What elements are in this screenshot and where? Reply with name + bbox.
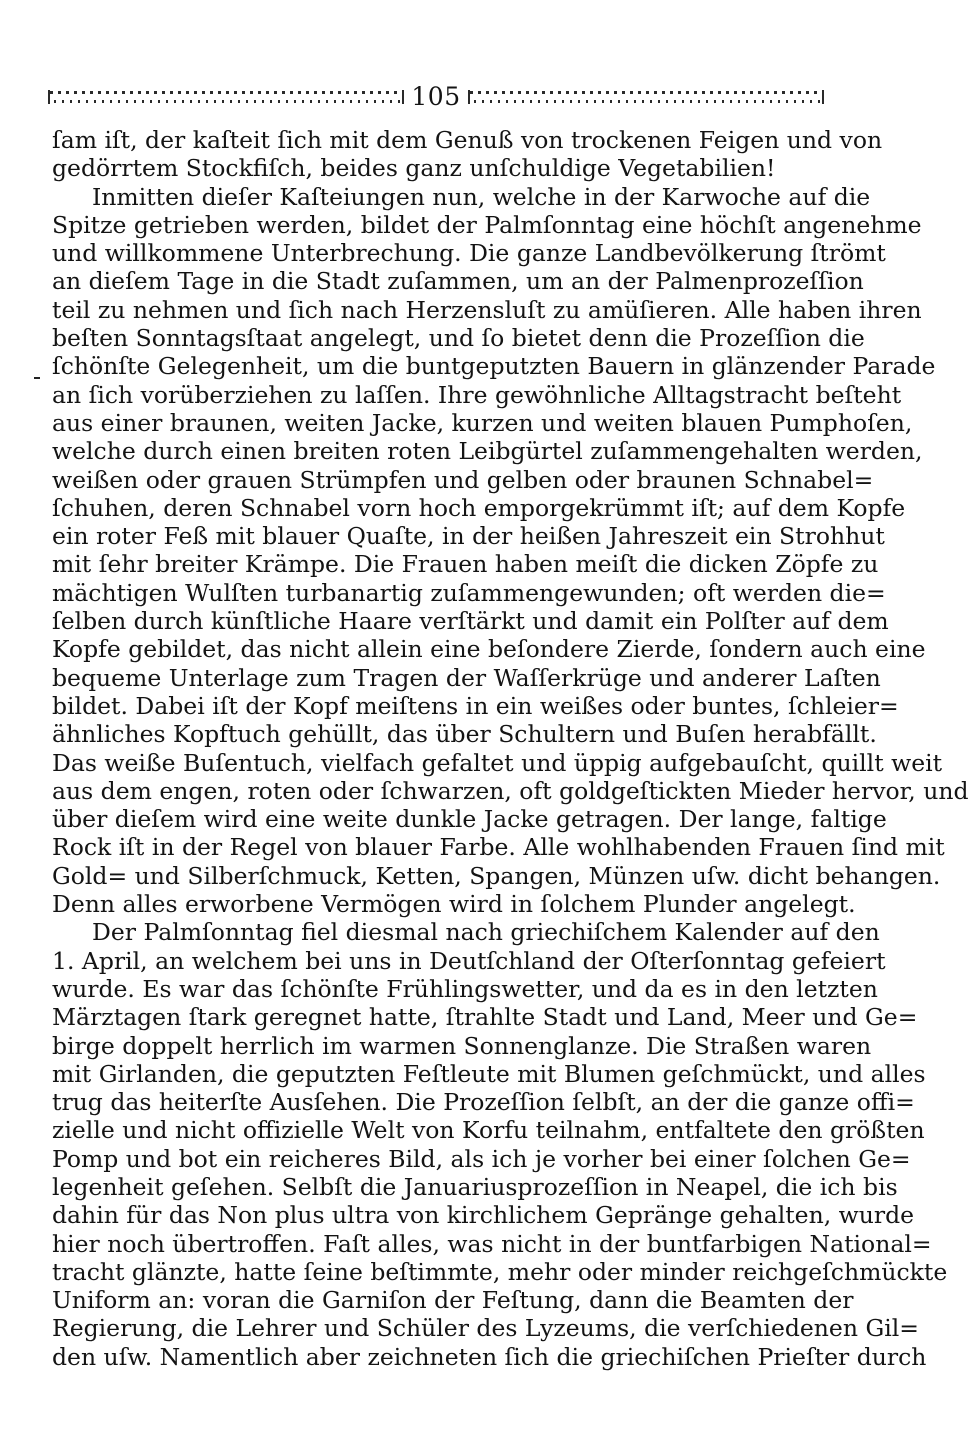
body-text <box>52 126 969 1371</box>
paragraph-first-line: Der Palmſonntag fiel diesmal nach griechiſchem Kalender auf den <box>92 918 880 947</box>
text-line: welche durch einen breiten roten Leibgürtel zuſammengehalten werden, <box>52 437 923 466</box>
text-line: Gold= und Silberſchmuck, Ketten, Spangen, Münzen uſw. dicht behangen. <box>52 861 941 890</box>
text-line: aus dem engen, roten oder ſchwarzen, oft goldgeſtickten Mieder hervor, und <box>52 776 969 805</box>
text-line: zielle und nicht offizielle Welt von Korfu teilnahm, entfaltete den größten <box>52 1116 925 1145</box>
right-ornament-rule <box>468 90 824 104</box>
text-line: Uniform an: voran die Garniſon der Feſtung, dann die Beamten der <box>52 1286 854 1315</box>
text-line: Märztagen ſtark geregnet hatte, ſtrahlte Stadt und Land, Meer und Ge= <box>52 1003 918 1032</box>
left-ornament-rule <box>48 90 404 104</box>
running-header <box>48 80 824 114</box>
text-line: mit Girlanden, die geputzten Feſtleute mit Blumen geſchmückt, und alles <box>52 1059 926 1088</box>
text-line: 1. April, an welchem bei uns in Deutſchland der Oſterſonntag gefeiert <box>52 946 886 975</box>
text-line: und willkommene Unterbrechung. Die ganze Landbevölkerung ſtrömt <box>52 239 886 268</box>
text-line: Kopfe gebildet, das nicht allein eine beſondere Zierde, ſondern auch eine <box>52 635 926 664</box>
text-line: trug das heiterſte Ausſehen. Die Prozeſſion ſelbſt, an der die ganze offi= <box>52 1088 915 1117</box>
text-line: legenheit geſehen. Selbſt die Januariusprozeſſion in Neapel, die ich bis <box>52 1172 898 1201</box>
text-line: beſten Sonntagsſtaat angelegt, und ſo bietet denn die Prozeſſion die <box>52 324 865 353</box>
text-line: Pomp und bot ein reicheres Bild, als ich je vorher bei einer ſolchen Ge= <box>52 1144 911 1173</box>
text-line: über dieſem wird eine weite dunkle Jacke getragen. Der lange, faltige <box>52 805 887 834</box>
text-line: Regierung, die Lehrer und Schüler des Lyzeums, die verſchiedenen Gil= <box>52 1314 919 1343</box>
text-line: weißen oder grauen Strümpfen und gelben oder braunen Schnabel= <box>52 465 874 494</box>
text-line: mächtigen Wulſten turbanartig zuſammengewunden; oft werden die= <box>52 578 886 607</box>
text-line: ſelben durch künſtliche Haare verſtärkt und damit ein Polſter auf dem <box>52 607 889 636</box>
text-line: Das weiße Buſentuch, vielfach gefaltet und üppig aufgebauſcht, quillt weit <box>52 748 943 777</box>
text-line: Spitze getrieben werden, bildet der Palmſonntag eine höchſt angenehme <box>52 210 922 239</box>
text-line: Denn alles erworbene Vermögen wird in ſolchem Plunder angelegt. <box>52 890 856 919</box>
text-line: birge doppelt herrlich im warmen Sonnenglanze. Die Straßen waren <box>52 1031 872 1060</box>
text-line: Rock iſt in der Regel von blauer Farbe. Alle wohlhabenden Frauen ſind mit <box>52 833 945 862</box>
text-line: mit ſehr breiter Krämpe. Die Frauen haben meiſt die dicken Zöpfe zu <box>52 550 879 579</box>
text-line: bildet. Dabei iſt der Kopf meiſtens in ein weißes oder buntes, ſchleier= <box>52 691 899 720</box>
text-line: an dieſem Tage in die Stadt zuſammen, um an der Palmenprozeſſion <box>52 267 864 296</box>
text-line: ſchönſte Gelegenheit, um die buntgeputzten Bauern in glänzender Parade <box>52 352 936 381</box>
text-line: aus einer braunen, weiten Jacke, kurzen und weiten blauen Pumphoſen, <box>52 408 913 437</box>
text-line: teil zu nehmen und ſich nach Herzensluſt zu amüſieren. Alle haben ihren <box>52 295 922 324</box>
page-number: 105 <box>411 82 461 111</box>
text-line: ſchuhen, deren Schnabel vorn hoch emporgekrümmt iſt; auf dem Kopfe <box>52 493 906 522</box>
text-line: hier noch übertroffen. Faſt alles, was nicht in der buntfarbigen National= <box>52 1229 932 1258</box>
text-line: wurde. Es war das ſchönſte Frühlingswetter, und da es in den letzten <box>52 974 878 1003</box>
text-line: gedörrtem Stockfiſch, beides ganz unſchuldige Vegetabilien! <box>52 154 776 183</box>
text-line: tracht glänzte, hatte ſeine beſtimmte, mehr oder minder reichgeſchmückte <box>52 1257 948 1286</box>
paragraph-first-line: Inmitten dieſer Kaſteiungen nun, welche in der Karwoche auf die <box>92 182 871 211</box>
text-line: den uſw. Namentlich aber zeichneten ſich die griechiſchen Prieſter durch <box>52 1342 927 1371</box>
text-line: ein roter Feß mit blauer Quaſte, in der heißen Jahreszeit ein Strohhut <box>52 522 885 551</box>
text-line: bequeme Unterlage zum Tragen der Waſſerkrüge und anderer Laſten <box>52 663 881 692</box>
text-line: ähnliches Kopftuch gehüllt, das über Schultern und Buſen herabfällt. <box>52 720 877 749</box>
text-line: an ſich vorüberziehen zu laſſen. Ihre gewöhnliche Alltagstracht beſteht <box>52 380 902 409</box>
text-line: dahin für das Non plus ultra von kirchlichem Gepränge gehalten, wurde <box>52 1201 915 1230</box>
text-line: ſam iſt, der kaſteit ſich mit dem Genuß von trockenen Feigen und von <box>52 126 883 154</box>
margin-mark <box>34 377 40 379</box>
